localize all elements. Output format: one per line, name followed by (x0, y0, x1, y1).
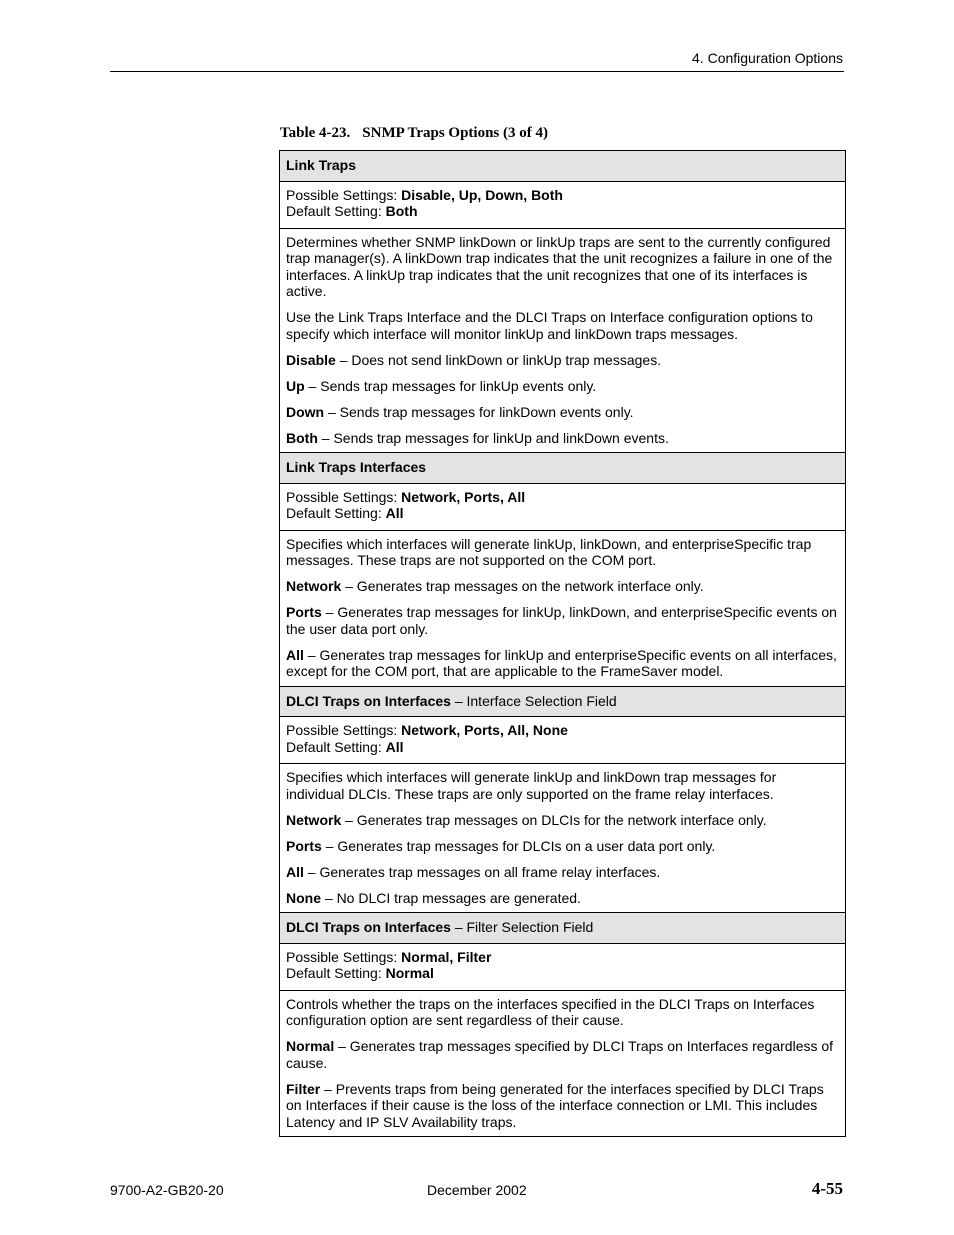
option-term: Network (286, 811, 342, 828)
possible-settings-values: Network, Ports, All, None (401, 722, 568, 738)
default-setting (286, 739, 837, 756)
option-text: Specifies which interfaces will generate linkUp, linkDown, and enterpriseSpecific trap messages. These traps are not supported on the COM port. (286, 535, 812, 568)
description-paragraph (286, 404, 837, 421)
description-row (280, 990, 846, 1137)
settings-row (280, 717, 846, 764)
description-paragraph (286, 604, 837, 637)
option-term: All (286, 863, 304, 880)
settings-cell (280, 717, 846, 764)
option-term: None (286, 889, 321, 906)
section-header-row (280, 453, 846, 484)
option-term: Disable (286, 351, 336, 368)
possible-settings-label: Possible Settings: (286, 186, 402, 203)
option-text: – No DLCI trap messages are generated. (321, 889, 581, 906)
section-name: Link Traps (286, 157, 357, 173)
option-text: – Generates trap messages on all frame relay interfaces. (303, 863, 661, 880)
section-header-cell (280, 453, 846, 484)
default-setting-value: All (385, 738, 404, 755)
description-paragraph (286, 647, 837, 680)
option-text: Controls whether the traps on the interfaces specified in the DLCI Traps on Interfaces configuration option are sent regardless of their cause. (286, 995, 815, 1028)
option-text: – Sends trap messages for linkUp events only. (304, 377, 597, 394)
description-paragraph (286, 1081, 837, 1131)
option-term: Ports (286, 837, 322, 854)
description-paragraph (286, 352, 837, 369)
option-term: Network (286, 578, 342, 594)
option-term: Ports (286, 604, 322, 620)
possible-settings-values: Disable, Up, Down, Both (401, 186, 563, 203)
options-table-body (280, 151, 846, 1137)
description-paragraph (286, 996, 837, 1029)
option-text: – Generates trap messages on DLCIs for the network interface only. (341, 811, 767, 828)
section-name: DLCI Traps on Interfaces (286, 692, 451, 709)
section-name: DLCI Traps on Interfaces (286, 919, 451, 935)
option-text: – Generates trap messages for linkUp and enterpriseSpecific events on all interfaces, except for the COM port, that are applicable to the FrameSaver model. (286, 646, 837, 679)
default-setting-label: Default Setting: (286, 738, 386, 755)
description-paragraph (286, 812, 837, 829)
default-setting-value: Both (385, 203, 418, 219)
possible-settings-label: Possible Settings: (286, 722, 402, 738)
description-paragraph (286, 536, 837, 569)
table-number: Table 4-23. (280, 125, 351, 141)
possible-settings-label: Possible Settings: (286, 948, 402, 965)
description-cell (280, 764, 846, 913)
description-row (280, 530, 846, 686)
chapter-header: 4. Configuration Options (692, 50, 843, 66)
settings-row (280, 181, 846, 228)
option-term: Filter (286, 1080, 321, 1097)
description-row (280, 764, 846, 913)
option-term: Normal (286, 1038, 335, 1054)
settings-cell (280, 181, 846, 228)
description-paragraph (286, 234, 837, 300)
option-text: Specifies which interfaces will generate linkUp and linkDown trap messages for individual DLCIs. These traps are only supported on the frame relay interfaces. (286, 769, 777, 802)
footer-date: December 2002 (427, 1182, 527, 1198)
description-cell (280, 990, 846, 1137)
table-caption (280, 124, 548, 142)
section-header-row (280, 913, 846, 944)
page-number: 4-55 (811, 1179, 843, 1198)
options-table (279, 150, 846, 1137)
option-text: – Does not send linkDown or linkUp trap messages. (335, 351, 662, 368)
possible-settings (286, 949, 837, 966)
possible-settings (286, 489, 837, 506)
description-paragraph (286, 578, 837, 595)
default-setting-label: Default Setting: (286, 203, 386, 219)
description-cell (280, 530, 846, 686)
section-header-row (280, 686, 846, 717)
option-text: Use the Link Traps Interface and the DLCI Traps on Interface configuration options to specify which interface will monitor linkUp and linkDown traps messages. (286, 309, 813, 342)
default-setting (286, 965, 837, 982)
default-setting-label: Default Setting: (286, 505, 386, 521)
possible-settings-values: Normal, Filter (401, 948, 492, 965)
option-term: Both (286, 429, 318, 446)
description-paragraph (286, 1038, 837, 1071)
option-text: – Generates trap messages for linkUp, linkDown, and enterpriseSpecific events on the user data port only. (286, 604, 837, 637)
section-suffix: – Interface Selection Field (450, 692, 617, 709)
option-text: Determines whether SNMP linkDown or linkUp traps are sent to the currently configured trap manager(s). A linkDown trap indicates that the unit recognizes a failure in one of the interfaces. A linkUp trap indicates that the unit recognizes that one of its interfaces is active. (286, 233, 833, 299)
description-paragraph (286, 890, 837, 907)
description-paragraph (286, 378, 837, 395)
option-text: – Sends trap messages for linkDown events only. (324, 403, 634, 420)
default-setting-value: All (385, 505, 404, 521)
doc-number: 9700-A2-GB20-20 (110, 1182, 224, 1198)
settings-cell (280, 943, 846, 990)
option-text: – Prevents traps from being generated for the interfaces specified by DLCI Traps on Interfaces if their cause is the loss of the interface connection or LMI. This includes Latency and IP SLV Availability traps. (286, 1080, 824, 1130)
table-title: SNMP Traps Options (3 of 4) (362, 125, 549, 141)
section-header-cell (280, 913, 846, 944)
option-text: – Generates trap messages on the network interface only. (341, 578, 704, 594)
settings-row (280, 483, 846, 530)
settings-row (280, 943, 846, 990)
option-term: Up (286, 377, 305, 394)
default-setting (286, 505, 837, 522)
section-name: Link Traps Interfaces (286, 459, 427, 475)
description-row (280, 228, 846, 453)
description-paragraph (286, 430, 837, 447)
description-paragraph (286, 838, 837, 855)
option-term: All (286, 646, 304, 663)
default-setting-label: Default Setting: (286, 965, 386, 981)
settings-cell (280, 483, 846, 530)
section-header-cell (280, 686, 846, 717)
header-rule (110, 71, 844, 72)
description-paragraph (286, 864, 837, 881)
description-paragraph (286, 309, 837, 342)
default-setting (286, 203, 837, 220)
section-header-row (280, 151, 846, 182)
possible-settings-values: Network, Ports, All (401, 488, 526, 505)
description-cell (280, 228, 846, 453)
option-text: – Sends trap messages for linkUp and linkDown events. (317, 429, 669, 446)
description-paragraph (286, 769, 837, 802)
possible-settings (286, 187, 837, 204)
option-term: Down (286, 403, 325, 420)
possible-settings (286, 722, 837, 739)
option-text: – Generates trap messages for DLCIs on a user data port only. (321, 837, 716, 854)
possible-settings-label: Possible Settings: (286, 488, 402, 505)
option-text: – Generates trap messages specified by DLCI Traps on Interfaces regardless of cause. (286, 1038, 834, 1071)
section-suffix: – Filter Selection Field (450, 919, 594, 935)
section-header-cell (280, 151, 846, 182)
default-setting-value: Normal (385, 965, 434, 981)
